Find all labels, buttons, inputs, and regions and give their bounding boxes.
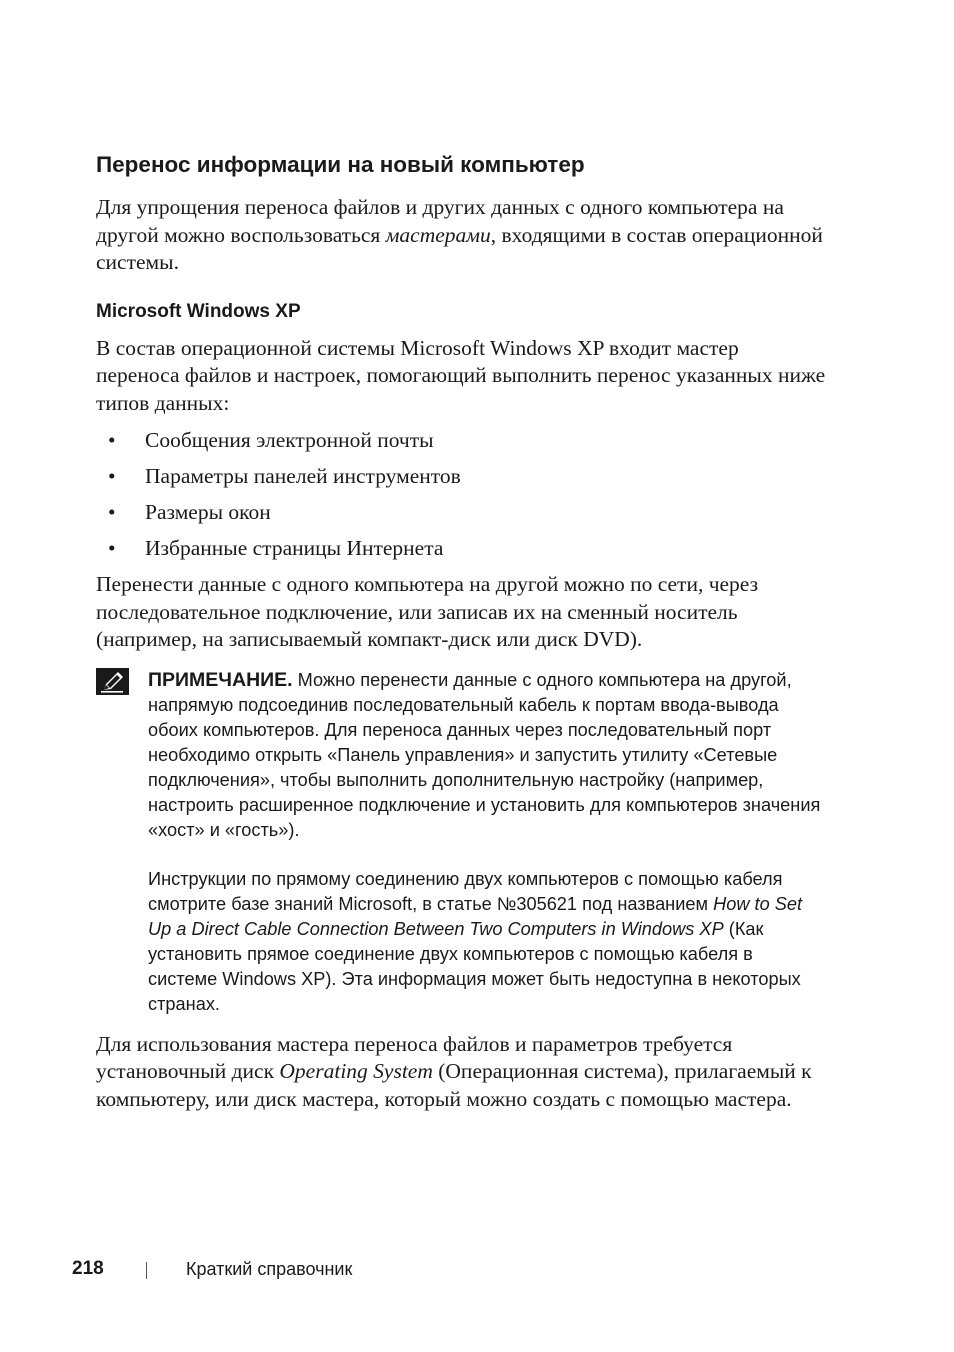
final-text-end: (Операционная система), прилагаемый к компьютеру, или диск мастера, который можно создать с помощью мастера. xyxy=(96,1059,812,1111)
list-item xyxy=(96,427,826,454)
intro-paragraph xyxy=(96,194,826,277)
article-title: How to Set Up a Direct Cable Connection Between Two Computers in Windows XP xyxy=(148,893,803,939)
note-label: ПРИМЕЧАНИЕ. xyxy=(148,668,293,691)
list-item xyxy=(96,499,826,526)
bullet-icon: • xyxy=(108,428,116,452)
bullet-icon: • xyxy=(108,536,116,560)
section-paragraph: В состав операционной системы Microsoft Windows XP входит мастер переноса файлов и настроек, помогающий выполнить перенос указанных ниже типов данных: xyxy=(96,335,826,415)
footer-divider xyxy=(146,1262,147,1279)
list-item-text: Параметры панелей инструментов xyxy=(145,464,461,488)
list-item xyxy=(96,463,826,490)
intro-text-start: Для упрощения переноса файлов и других данных с одного компьютера на другой можно воспользоваться xyxy=(96,195,784,247)
note-text2-start: Инструкции по прямому соединению двух компьютеров с помощью кабеля смотрите базе знаний Microsoft, в статье №305621 под названием xyxy=(148,868,783,914)
note-text-secondary xyxy=(148,867,826,1017)
page-content xyxy=(96,150,826,1113)
bullet-icon: • xyxy=(108,464,116,488)
transfer-paragraph: Перенести данные с одного компьютера на другой можно по сети, через последовательное подключение, или записав их на сменный носитель (например, на записываемый компакт-диск или диск DVD). xyxy=(96,572,759,651)
intro-text-end: , входящими в состав операционной системы. xyxy=(96,222,823,274)
list-item-text: Избранные страницы Интернета xyxy=(145,536,444,560)
note-text-primary xyxy=(148,668,826,843)
list-item xyxy=(96,535,826,562)
final-paragraph xyxy=(96,1031,826,1114)
page-title: Перенос информации на новый компьютер xyxy=(96,152,585,177)
page-number: 218 xyxy=(72,1258,104,1279)
footer-title: Краткий справочник xyxy=(186,1259,353,1279)
list-item-text: Сообщения электронной почты xyxy=(145,428,434,452)
intro-italic-term: мастерами xyxy=(385,222,491,247)
note-body: Можно перенести данные с одного компьютера на другой, напрямую подсоединив последовательный кабель к портам ввода-вывода обоих компьютеров. Для переноса данных через последовательный порт необходимо открыть «Панель управления» и запустить утилиту «Сетевые подключения», чтобы выполнить дополнительную настройку (например, настроить расширенное подключение и установить для компьютеров значения «хост» и «гость»). xyxy=(148,669,821,840)
list-item-text: Размеры окон xyxy=(145,500,271,524)
data-types-list xyxy=(96,427,826,562)
disc-name: Operating System xyxy=(279,1059,433,1083)
bullet-icon: • xyxy=(108,500,116,524)
note-text2-end: (Как установить прямое соединение двух компьютеров с помощью кабеля в системе Windows XP). Эта информация может быть недоступна в некоторых странах. xyxy=(148,918,801,1014)
section-title: Microsoft Windows XP xyxy=(96,300,301,322)
pencil-note-icon xyxy=(96,668,129,695)
final-text-start: Для использования мастера переноса файлов и параметров требуется установочный диск xyxy=(96,1031,733,1083)
note-block xyxy=(96,668,826,1017)
